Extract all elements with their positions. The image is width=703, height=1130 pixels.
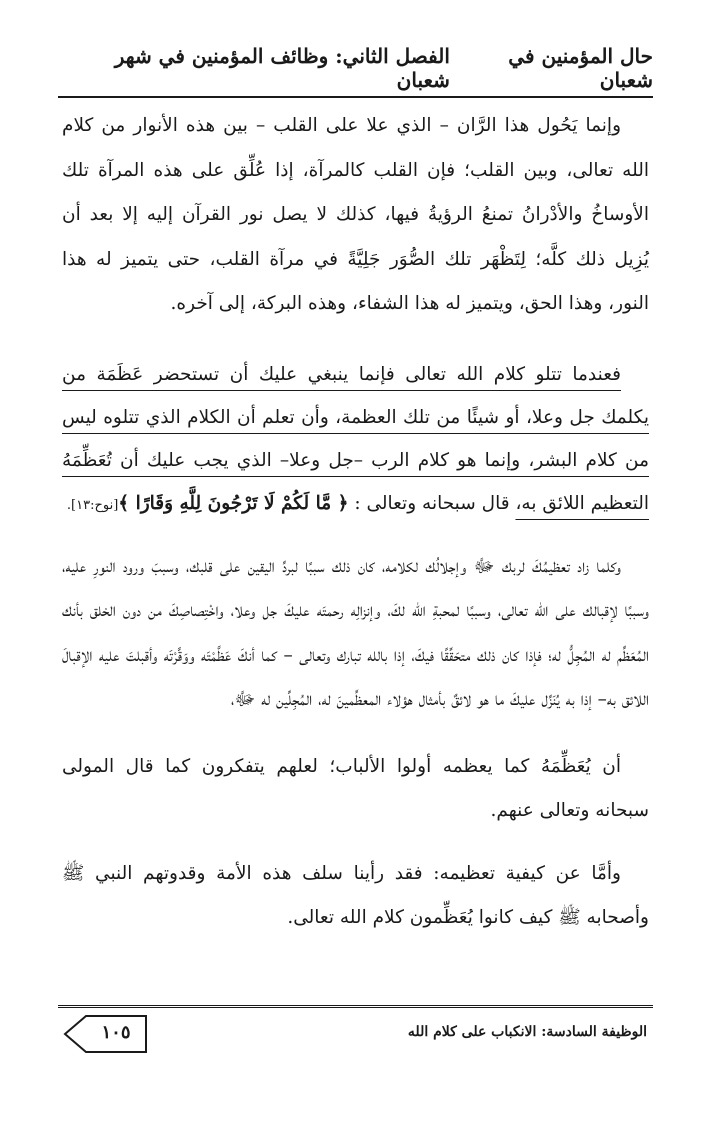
verse-intro: قال سبحانه وتعالى : xyxy=(354,492,510,514)
verse-reference: [نوح:١٣]. xyxy=(66,497,119,513)
page-number: ١٠٥ xyxy=(101,1022,131,1043)
header-rule xyxy=(58,96,653,98)
paragraph-3: وكلما زاد تعظيمُكَ لربك ﷻ وإجلالُك لكلامه، كان ذلك سببًا لبردِّ اليقين على قلبك، وسببَ ورود النورِ عليه، وسببًا لإقبالك على الله تعالى، وسببًا لمحبةِ الله لكَ، وإنزالِه رحمتَه عليكَ جل وعلا، واخْتِصاصِكَ من دون الخلق بأنك المُعَظِّم له المُجِلُّ له؛ فإذا كان ذلك متحَقِّقًا فيكَ، إذا بالله تبارك وتعالى – كما أنكَ عَظَّمْتَه ووَقَّرْتَه وأقبلتَ عليه الإقبالَ اللائق به– إذا به يُنَزِّل عليكَ ما هو لائقٌ بأمثال هؤلاء المعظِّمينَ له، المُجِلِّين له ﷻ، xyxy=(62,555,649,710)
header-section-title: حال المؤمنين في شعبان xyxy=(508,44,653,92)
page-body xyxy=(62,104,649,941)
page-number-tab xyxy=(62,1014,148,1054)
paragraph-4: أن يُعَظِّمَهُ كما يعظمه أولوا الألباب؛ لعلهم يتفكرون كما قال المولى سبحانه وتعالى عنهم. xyxy=(62,755,649,821)
header-chapter-title: الفصل الثاني: وظائف المؤمنين في شهر شعبان xyxy=(114,44,450,92)
paragraph-5: وأمَّا عن كيفية تعظيمه: فقد رأينا سلف هذه الأمة وقدوتهم النبي ﷺ وأصحابه ﷺ كيف كانوا يُعَظِّمون كلام الله تعالى. xyxy=(62,862,649,928)
running-header xyxy=(58,44,653,92)
paragraph-1: وإنما يَحُول هذا الرَّان – الذي علا على القلب – بين هذه الأنوار من كلام الله تعالى، وبين القلب؛ فإن القلب كالمرآة، إذا عُلِّق على هذه المرآة تلك الأوساخُ والأدْرانُ تمنعُ الرؤيةُ فيها، كذلك لا يصل نور القرآن إليه إلا بعد أن يُزِيل ذلك كلَّه؛ لِتَظْهَر تلك الصُّوَر جَلِيَّةً في مرآة القلب، حتى يتميز له هذا النور، وهذا الحق، ويتميز له هذا الشفاء، وهذه البركة، إلى آخره. xyxy=(62,115,649,314)
underlined-passage: فعندما تتلو كلام الله تعالى فإنما ينبغي عليك أن تستحضر عَظَمَة من يكلمك جل وعلا، أو شيئًا من تلك العظمة، وأن تعلم أن الكلام الذي تتلوه ليس من كلام البشر، وإنما هو كلام الرب –جل وعلا– الذي يجب عليك أن تُعَظِّمَهُ التعظيم اللائق به، xyxy=(62,363,649,514)
footer-rule xyxy=(58,1005,653,1008)
footer-title: الوظيفة السادسة: الانكباب على كلام الله xyxy=(407,1024,647,1040)
paragraph-2 xyxy=(62,353,649,527)
running-footer xyxy=(58,1012,653,1052)
quran-verse: ﴿ مَّا لَكُمْ لَا تَرْجُونَ لِلَّهِ وَقَارًا ﴾ xyxy=(118,492,349,514)
